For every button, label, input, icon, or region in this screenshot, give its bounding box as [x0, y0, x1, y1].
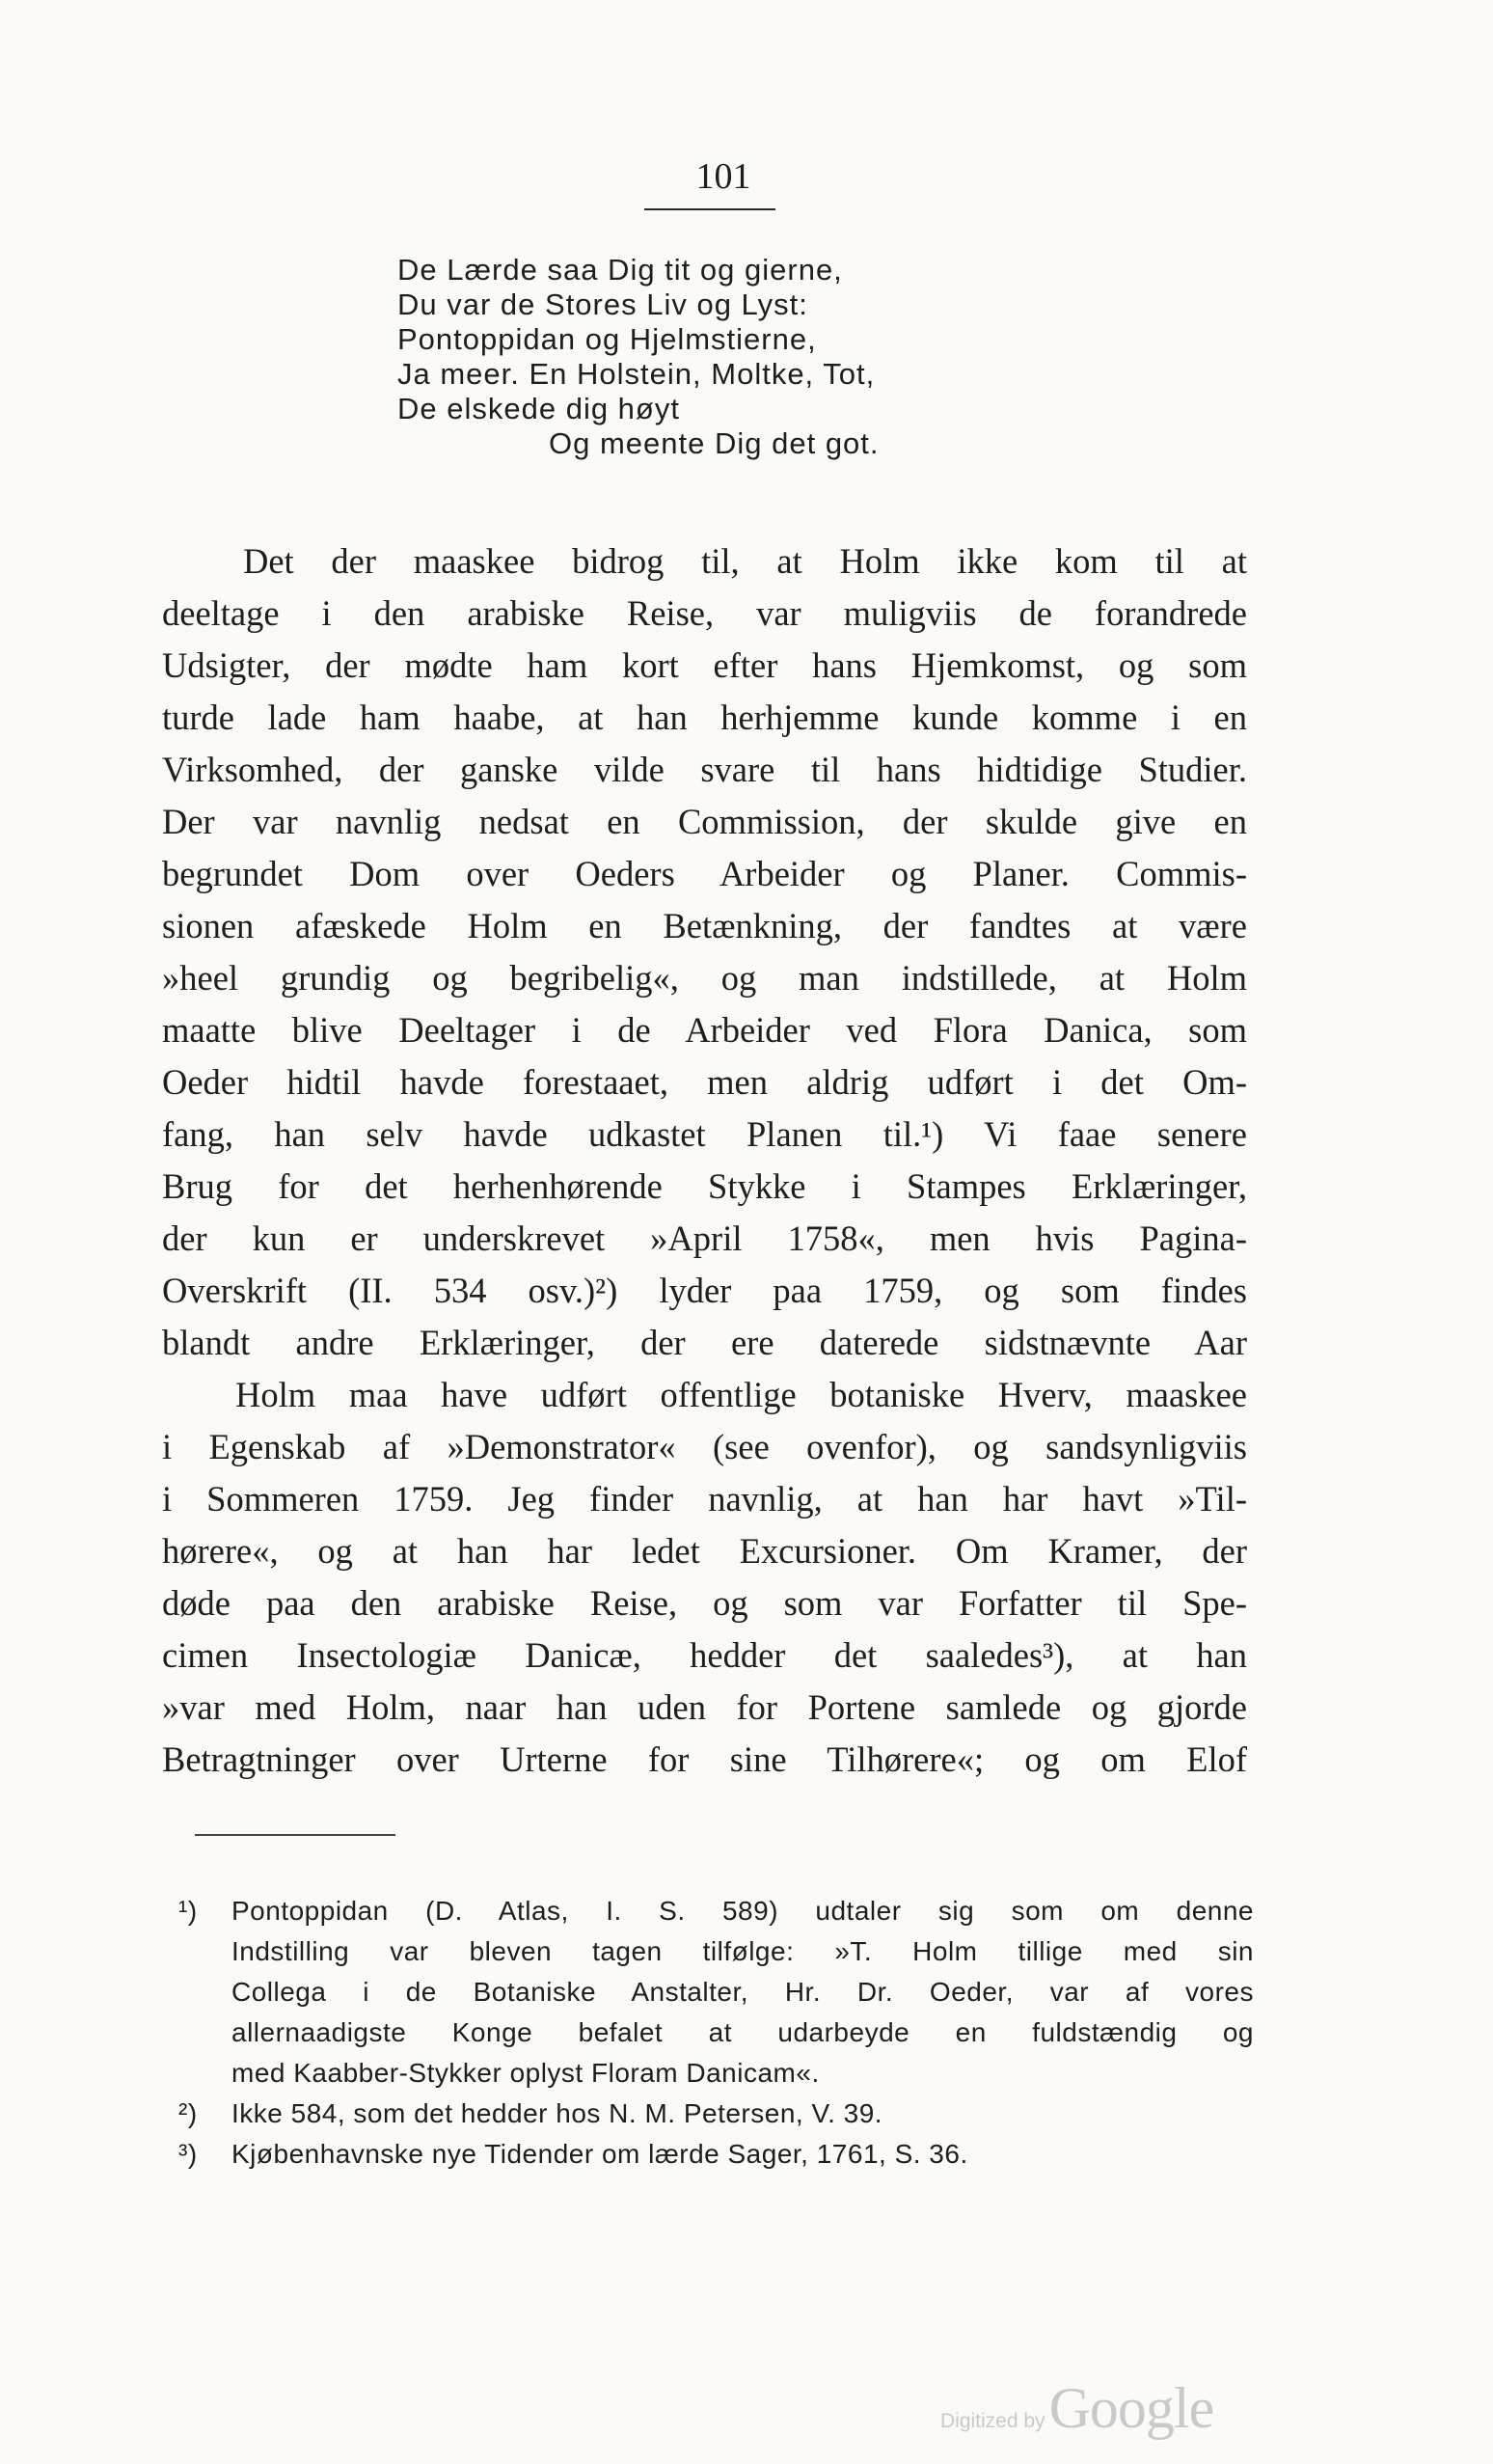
- poem-line: Ja meer. En Holstein, Moltke, Tot,: [397, 357, 876, 391]
- footnote-line: Kjøbenhavnske nye Tidender om lærde Sager, 1761, S. 36.: [231, 2139, 968, 2169]
- page-number: 101: [695, 156, 751, 197]
- text-line: der kun er underskrevet »April 1758«, men hvis Pagina-: [162, 1218, 1247, 1258]
- body-text: [162, 535, 1247, 1786]
- text-line: deeltage i den arabiske Reise, var muligviis de forandrede: [162, 593, 1247, 633]
- footnote-line: Collega i de Botaniske Anstalter, Hr. Dr. Oeder, var af vores: [231, 1977, 1254, 2007]
- text-line: maatte blive Deeltager i de Arbeider ved Flora Danica, som: [162, 1010, 1247, 1050]
- text-line: hørere«, og at han har ledet Excursioner. Om Kramer, der: [162, 1531, 1247, 1571]
- text-line: blandt andre Erklæringer, der ere daterede sidstnævnte Aar: [162, 1323, 1247, 1362]
- google-watermark: [940, 2375, 1213, 2442]
- poem-line: Pontoppidan og Hjelmstierne,: [397, 322, 817, 356]
- text-line: »var med Holm, naar han uden for Portene samlede og gjorde: [162, 1687, 1247, 1727]
- text-line: Brug for det herhenhørende Stykke i Stampes Erklæringer,: [162, 1166, 1247, 1206]
- text-line: Der var navnlig nedsat en Commission, der skulde give en: [162, 802, 1247, 841]
- footnote-3: [178, 2134, 1254, 2175]
- text-line: Holm maa have udført offentlige botaniske Hverv, maaskee: [235, 1375, 1247, 1414]
- text-line: cimen Insectologiæ Danicæ, hedder det saaledes³), at han: [162, 1635, 1247, 1675]
- text-line: døde paa den arabiske Reise, og som var Forfatter til Spe-: [162, 1583, 1247, 1623]
- footnote-mark: ¹): [178, 1896, 198, 1926]
- poem-line: De Lærde saa Dig tit og gierne,: [397, 253, 843, 287]
- text-line: turde lade ham haabe, at han herhjemme kunde komme i en: [162, 698, 1247, 737]
- footnote-rule: [195, 1834, 395, 1836]
- poem-line: De elskede dig høyt: [397, 392, 680, 425]
- poem-line: Du var de Stores Liv og Lyst:: [397, 287, 808, 321]
- text-line: begrundet Dom over Oeders Arbeider og Planer. Commis-: [162, 854, 1247, 893]
- poem-line: Og meente Dig det got.: [549, 426, 880, 460]
- watermark-prefix: Digitized by: [940, 2410, 1045, 2432]
- footnote-line: med Kaabber-Stykker oplyst Floram Danicam«.: [231, 2058, 820, 2088]
- footnote-line: Indstilling var bleven tagen tilfølge: »T. Holm tillige med sin: [231, 1936, 1254, 1966]
- text-line: i Egenskab af »Demonstrator« (see ovenfor), og sandsynligviis: [162, 1427, 1247, 1466]
- text-line: fang, han selv havde udkastet Planen til.¹) Vi faae senere: [162, 1114, 1247, 1154]
- google-logo: Google: [1048, 2376, 1214, 2440]
- text-line: »heel grundig og begribelig«, og man indstillede, at Holm: [162, 958, 1247, 998]
- text-line: Udsigter, der mødte ham kort efter hans Hjemkomst, og som: [162, 645, 1247, 685]
- footnote-mark: ³): [178, 2139, 198, 2169]
- footnote-line: Pontoppidan (D. Atlas, I. S. 589) udtaler sig som om denne: [231, 1896, 1254, 1926]
- text-line: Det der maaskee bidrog til, at Holm ikke kom til at: [243, 541, 1247, 581]
- footnote-line: Ikke 584, som det hedder hos N. M. Petersen, V. 39.: [231, 2098, 883, 2128]
- text-line: Overskrift (II. 534 osv.)²) lyder paa 1759, og som findes: [162, 1271, 1247, 1310]
- poem-stanza: [397, 253, 880, 461]
- text-line: Virksomhed, der ganske vilde svare til hans hidtidige Studier.: [162, 750, 1247, 789]
- footnote-1: [178, 1891, 1254, 2094]
- page-number-rule: [644, 208, 775, 210]
- text-line: Oeder hidtil havde forestaaet, men aldrig udført i det Om-: [162, 1062, 1247, 1102]
- footnote-mark: ²): [178, 2098, 198, 2128]
- footnote-2: [178, 2094, 1254, 2134]
- text-line: i Sommeren 1759. Jeg finder navnlig, at han har havt »Til-: [162, 1479, 1247, 1519]
- text-line: sionen afæskede Holm en Betænkning, der fandtes at være: [162, 906, 1247, 945]
- text-line: Betragtninger over Urterne for sine Tilhørere«; og om Elof: [162, 1739, 1247, 1779]
- footnotes: [178, 1891, 1254, 2175]
- footnote-line: allernaadigste Konge befalet at udarbeyde en fuldstændig og: [231, 2017, 1254, 2047]
